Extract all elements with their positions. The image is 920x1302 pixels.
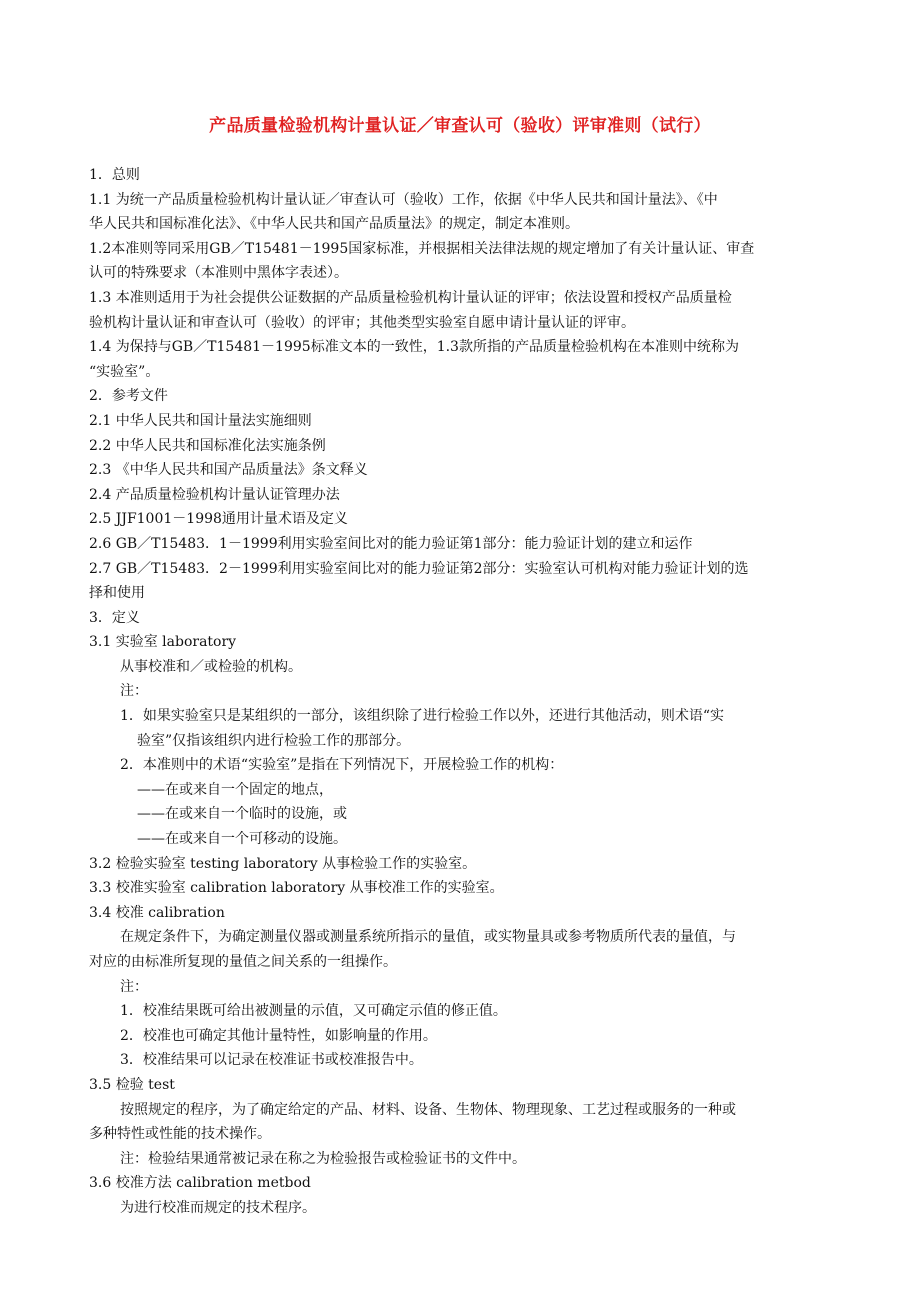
paragraph-line: 华人民共和国标准化法》、《中华人民共和国产品质量法》的规定，制定本准则。 (89, 216, 579, 233)
paragraph-line: 认可的特殊要求（本准则中黑体字表述）。 (89, 265, 348, 282)
paragraph-line: “实验室”。 (89, 363, 160, 380)
paragraph-line: 1.3 本准则适用于为社会提供公证数据的产品质量检验机构计量认证的评审；依法设置和授权产品质量检 (89, 289, 732, 306)
paragraph-line: 验机构计量认证和审查认可（验收）的评审；其他类型实验室自愿申请计量认证的评审。 (89, 314, 635, 331)
paragraph-line: 1.4 为保持与GB／T15481－1995标准文本的一致性，1.3款所指的产品质量检验机构在本准则中统称为 (89, 339, 739, 356)
definition-text: 从事校准和／或检验的机构。 (120, 658, 302, 675)
paragraph-line: 择和使用 (89, 585, 145, 602)
note-item: 1．如果实验室只是某组织的一部分，该组织除了进行检验工作以外，还进行其他活动，则术语“实 (120, 708, 725, 725)
section-heading: 3．定义 (89, 609, 140, 626)
definition-term: 3.1 实验室 laboratory (89, 634, 237, 651)
section-heading: 1．总则 (89, 167, 140, 183)
reference-item: 2.7 GB／T15483．2－1999利用实验室间比对的能力验证第2部分：实验室认可机构对能力验证计划的选 (89, 560, 749, 577)
note-item-continuation: 验室”仅指该组织内进行检验工作的那部分。 (137, 732, 411, 749)
note-item: 3．校准结果可以记录在校准证书或校准报告中。 (120, 1052, 423, 1069)
section-heading: 2．参考文件 (89, 388, 168, 405)
definition-term: 3.6 校准方法 calibration metbod (89, 1175, 311, 1192)
note-item: 2．校准也可确定其他计量特性，如影响量的作用。 (120, 1027, 437, 1044)
dash-item: ——在或来自一个临时的设施，或 (137, 806, 347, 823)
reference-item: 2.5 JJF1001－1998通用计量术语及定义 (89, 511, 348, 528)
definition-term: 3.2 检验实验室 testing laboratory 从事检验工作的实验室。 (89, 855, 477, 872)
definition-text: 按照规定的程序，为了确定给定的产品、材料、设备、生物体、物理现象、工艺过程或服务的一种或 (120, 1101, 736, 1118)
note-item: 2．本准则中的术语“实验室”是指在下列情况下，开展检验工作的机构： (120, 757, 564, 774)
definition-term: 3.4 校准 calibration (89, 904, 225, 921)
reference-item: 2.2 中华人民共和国标准化法实施条例 (89, 437, 326, 454)
reference-item: 2.1 中华人民共和国计量法实施细则 (89, 412, 312, 429)
reference-item: 2.4 产品质量检验机构计量认证管理办法 (89, 486, 340, 503)
definition-text-continuation: 对应的由标准所复现的量值之间关系的一组操作。 (89, 954, 397, 970)
note-item: 1．校准结果既可给出被测量的示值，又可确定示值的修正值。 (120, 1003, 507, 1020)
reference-item: 2.6 GB／T15483．1－1999利用实验室间比对的能力验证第1部分：能力验证计划的建立和运作 (89, 535, 693, 552)
note-label: 注： (120, 683, 148, 700)
definition-text: 为进行校准而规定的技术程序。 (120, 1199, 316, 1216)
document-title: 产品质量检验机构计量认证／审查认可（验收）评审准则（试行） (209, 116, 711, 136)
dash-item: ——在或来自一个固定的地点， (137, 781, 333, 798)
note-label: 注： (120, 978, 148, 995)
document-body (89, 163, 837, 1221)
note-text: 注：检验结果通常被记录在称之为检验报告或检验证书的文件中。 (120, 1150, 526, 1167)
paragraph-line: 1.2本准则等同采用GB／T15481－1995国家标准，并根据相关法律法规的规定增加了有关计量认证、审查 (89, 240, 755, 257)
definition-term: 3.3 校准实验室 calibration laboratory 从事校准工作的实验室。 (89, 880, 504, 897)
definition-text-continuation: 多种特性或性能的技术操作。 (89, 1126, 271, 1143)
definition-term: 3.5 检验 test (89, 1076, 175, 1093)
dash-item: ——在或来自一个可移动的设施。 (137, 831, 347, 848)
definition-text: 在规定条件下，为确定测量仪器或测量系统所指示的量值，或实物量具或参考物质所代表的量值，与 (120, 929, 736, 946)
paragraph-line: 1.1 为统一产品质量检验机构计量认证／审查认可（验收）工作，依据《中华人民共和国计量法》、《中 (89, 191, 718, 208)
reference-item: 2.3 《中华人民共和国产品质量法》条文释义 (89, 462, 368, 479)
